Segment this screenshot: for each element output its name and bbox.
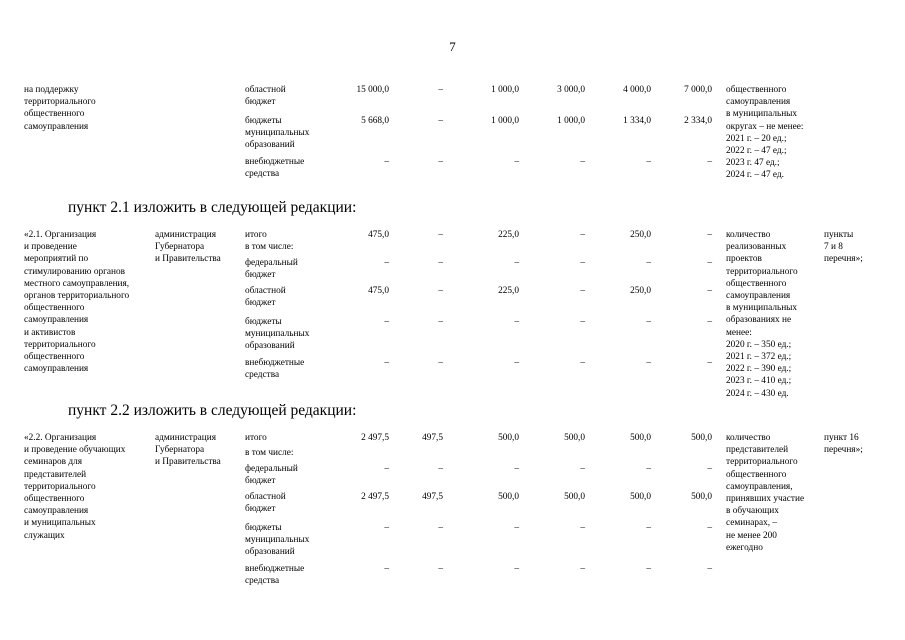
block2-value-cell: –: [438, 258, 443, 268]
block2-value-cell: –: [438, 230, 443, 240]
block1-value-cell: 1 000,0: [557, 116, 585, 126]
block1-funding-source: средства: [245, 169, 280, 180]
block1-value-cell: 1 000,0: [491, 116, 519, 126]
block2-indicator: количество: [726, 230, 771, 240]
block1-indicator: в муниципальных: [726, 109, 798, 120]
block2-funding-source: областной: [245, 286, 286, 296]
block3-funding-source: средства: [245, 576, 280, 587]
block3-description: семинаров для: [24, 457, 82, 468]
block1-value-cell: 15 000,0: [356, 85, 389, 95]
block2-description: мероприятий по: [24, 254, 89, 265]
block3-funding-source: бюджет: [245, 476, 276, 487]
block3-value-cell: –: [646, 464, 651, 474]
block2-indicator: 2023 г. – 410 ед.;: [726, 376, 792, 387]
block2-value-cell: –: [514, 358, 519, 368]
block2-description: стимулированию органов: [24, 266, 126, 277]
block3-value-cell: –: [707, 523, 712, 533]
block2-executor: администрация: [155, 230, 216, 240]
block1-funding-source: бюджеты: [245, 116, 282, 126]
block2-reference: перечня»;: [824, 254, 863, 265]
block2-description: общественного: [24, 303, 85, 314]
block1-funding-source: бюджет: [245, 97, 276, 108]
block3-description: и проведение обучающих: [24, 445, 126, 456]
block3-funding-source: бюджет: [245, 504, 276, 515]
block1-value-cell: –: [514, 157, 519, 167]
section-heading-2-2: пункт 2.2 изложить в следующей редакции:: [68, 402, 357, 419]
block3-indicator: семинарах, –: [726, 518, 778, 529]
block2-indicator: территориального: [726, 266, 798, 277]
block2-funding-source: бюджеты: [245, 317, 282, 327]
block3-funding-source: внебюджетные: [245, 564, 305, 574]
block3-value-cell: 2 497,5: [361, 492, 389, 502]
block1-funding-source: образований: [245, 140, 295, 151]
block1-value-cell: –: [580, 157, 585, 167]
block3-value-cell: 500,0: [691, 433, 712, 443]
block2-value-cell: –: [384, 358, 389, 368]
block3-value-cell: 500,0: [498, 433, 519, 443]
block3-value-cell: –: [384, 564, 389, 574]
block1-value-cell: –: [646, 157, 651, 167]
block1-value-cell: –: [438, 157, 443, 167]
block1-funding-source: областной: [245, 85, 286, 95]
block2-description: и активистов: [24, 327, 76, 338]
block3-value-cell: –: [438, 464, 443, 474]
block2-description: местного самоуправления,: [24, 278, 130, 289]
block1-indicator: округах – не менее:: [726, 121, 804, 132]
block2-description: «2.1. Организация: [24, 230, 97, 240]
block2-indicator: 2020 г. – 350 ед.;: [726, 339, 792, 350]
block3-value-cell: 500,0: [564, 433, 585, 443]
block3-value-cell: –: [384, 464, 389, 474]
block1-indicator: общественного: [726, 85, 787, 95]
block2-value-cell: –: [707, 358, 712, 368]
block2-indicator: 2021 г. – 372 ед.;: [726, 352, 792, 362]
block2-funding-source: средства: [245, 370, 280, 381]
block3-funding-source: муниципальных: [245, 535, 310, 546]
block2-indicator: общественного: [726, 278, 787, 289]
block1-value-cell: –: [438, 85, 443, 95]
block3-value-cell: –: [707, 464, 712, 474]
block2-indicator: 2022 г. – 390 ед.;: [726, 364, 792, 375]
block2-value-cell: –: [707, 258, 712, 268]
block2-value-cell: –: [438, 317, 443, 327]
block3-executor: и Правительства: [155, 457, 221, 468]
block2-reference: 7 и 8: [824, 242, 843, 253]
block2-indicator: реализованных: [726, 242, 787, 253]
block1-value-cell: 1 000,0: [491, 85, 519, 95]
block3-executor: администрация: [155, 433, 216, 443]
block3-value-cell: 497,5: [422, 492, 443, 502]
block1-value-cell: –: [384, 157, 389, 167]
block2-indicator: в муниципальных: [726, 303, 798, 314]
block3-value-cell: –: [580, 564, 585, 574]
block2-value-cell: –: [514, 317, 519, 327]
block2-funding-source: образований: [245, 341, 295, 352]
block1-indicator: самоуправления: [726, 97, 791, 108]
block3-reference: перечня»;: [824, 445, 863, 456]
block3-value-cell: 500,0: [564, 492, 585, 502]
block2-description: самоуправления: [24, 315, 89, 326]
block3-value-cell: –: [514, 464, 519, 474]
block1-indicator: 2022 г. – 47 ед.;: [726, 146, 787, 156]
block3-indicator: самоуправления,: [726, 481, 793, 492]
block2-description: территориального: [24, 339, 96, 350]
block2-description: и проведение: [24, 242, 77, 253]
block3-description: общественного: [24, 494, 85, 504]
block2-indicator: самоуправления: [726, 291, 791, 301]
block3-description: самоуправления: [24, 506, 89, 517]
block3-value-cell: –: [514, 564, 519, 574]
block2-value-cell: –: [707, 230, 712, 240]
block2-indicator: менее:: [726, 327, 752, 338]
block2-value-cell: –: [580, 230, 585, 240]
block3-description: территориального: [24, 481, 96, 492]
block2-description: самоуправления: [24, 364, 89, 375]
block1-value-cell: 5 668,0: [361, 116, 389, 126]
block3-description: служащих: [24, 530, 65, 541]
block3-value-cell: –: [438, 564, 443, 574]
block1-indicator: 2023 г. 47 ед.;: [726, 158, 780, 169]
page-number: 7: [449, 39, 456, 54]
block2-indicator: образованиях не: [726, 315, 792, 326]
block2-funding-source: бюджет: [245, 270, 276, 281]
block1-value-cell: 3 000,0: [557, 85, 585, 95]
block2-value-cell: –: [580, 358, 585, 368]
block3-indicator: общественного: [726, 469, 787, 480]
block2-value-cell: –: [438, 358, 443, 368]
section-heading-2-1: пункт 2.1 изложить в следующей редакции:: [68, 199, 357, 216]
block3-indicator: ежегодно: [726, 542, 763, 553]
block3-value-cell: 500,0: [630, 433, 651, 443]
block2-value-cell: –: [514, 258, 519, 268]
block3-indicator: территориального: [726, 457, 798, 468]
block1-description: самоуправления: [24, 121, 89, 132]
block2-indicator: проектов: [726, 254, 762, 265]
block3-value-cell: 500,0: [498, 492, 519, 502]
block3-funding-source: итого: [245, 433, 267, 443]
block1-funding-source: муниципальных: [245, 128, 310, 139]
block1-value-cell: 1 334,0: [623, 116, 651, 126]
block3-indicator: в обучающих: [726, 506, 779, 517]
block3-reference: пункт 16: [824, 433, 859, 443]
block3-description: и муниципальных: [24, 518, 96, 529]
block3-value-cell: 2 497,5: [361, 433, 389, 443]
block3-value-cell: –: [580, 464, 585, 474]
block1-description: на поддержку: [24, 85, 79, 95]
block2-value-cell: –: [646, 317, 651, 327]
block2-funding-source: внебюджетные: [245, 358, 305, 368]
block3-indicator: принявших участие: [726, 494, 805, 504]
block1-value-cell: 7 000,0: [684, 85, 712, 95]
block2-value-cell: 225,0: [498, 286, 519, 296]
block2-value-cell: –: [580, 286, 585, 296]
block2-value-cell: –: [646, 258, 651, 268]
block3-value-cell: 500,0: [691, 492, 712, 502]
block3-value-cell: 497,5: [422, 433, 443, 443]
block2-value-cell: 475,0: [368, 286, 389, 296]
block3-value-cell: –: [646, 523, 651, 533]
block3-value-cell: –: [514, 523, 519, 533]
block2-executor: и Правительства: [155, 254, 221, 265]
block1-description: территориального: [24, 97, 96, 108]
block1-value-cell: –: [707, 157, 712, 167]
block3-funding-source: бюджеты: [245, 523, 282, 533]
block3-indicator: количество: [726, 433, 771, 443]
block2-value-cell: 250,0: [630, 230, 651, 240]
block3-value-cell: –: [646, 564, 651, 574]
block2-value-cell: –: [384, 258, 389, 268]
block1-value-cell: 4 000,0: [623, 85, 651, 95]
block2-indicator: 2024 г. – 430 ед.: [726, 388, 789, 399]
block1-funding-source: внебюджетные: [245, 157, 305, 167]
block3-description: «2.2. Организация: [24, 433, 97, 443]
block2-value-cell: –: [707, 317, 712, 327]
block3-funding-source: федеральный: [245, 464, 298, 474]
block3-description: представителей: [24, 469, 87, 480]
block3-value-cell: –: [438, 523, 443, 533]
block1-indicator: 2021 г. – 20 ед.;: [726, 133, 787, 144]
block3-value-cell: –: [580, 523, 585, 533]
block2-funding-source: муниципальных: [245, 329, 310, 340]
block3-indicator: не менее 200: [726, 530, 777, 541]
block2-reference: пункты: [824, 230, 854, 240]
block1-description: общественного: [24, 109, 85, 120]
block2-description: общественного: [24, 352, 85, 362]
block3-value-cell: –: [707, 564, 712, 574]
block3-executor: Губернатора: [155, 445, 205, 456]
block2-value-cell: –: [707, 286, 712, 296]
block3-value-cell: 500,0: [630, 492, 651, 502]
block1-value-cell: –: [438, 116, 443, 126]
block1-value-cell: 2 334,0: [684, 116, 712, 126]
block2-value-cell: –: [646, 358, 651, 368]
block2-funding-source: федеральный: [245, 258, 298, 268]
block3-funding-source: областной: [245, 492, 286, 502]
block3-indicator: представителей: [726, 445, 789, 456]
block3-value-cell: –: [384, 523, 389, 533]
block2-value-cell: –: [438, 286, 443, 296]
block2-executor: Губернатора: [155, 242, 205, 253]
block2-value-cell: –: [384, 317, 389, 327]
block2-description: органов территориального: [24, 291, 130, 301]
block2-value-cell: –: [580, 258, 585, 268]
block2-funding-source: итого: [245, 230, 267, 240]
block2-funding-source: бюджет: [245, 298, 276, 309]
block2-funding-source: в том числе:: [245, 242, 294, 252]
block2-value-cell: 225,0: [498, 230, 519, 240]
block3-funding-source: образований: [245, 547, 295, 558]
block2-value-cell: 250,0: [630, 286, 651, 296]
block2-value-cell: –: [580, 317, 585, 327]
block2-value-cell: 475,0: [368, 230, 389, 240]
block3-funding-source: в том числе:: [245, 448, 294, 458]
block1-indicator: 2024 г. – 47 ед.: [726, 170, 784, 181]
